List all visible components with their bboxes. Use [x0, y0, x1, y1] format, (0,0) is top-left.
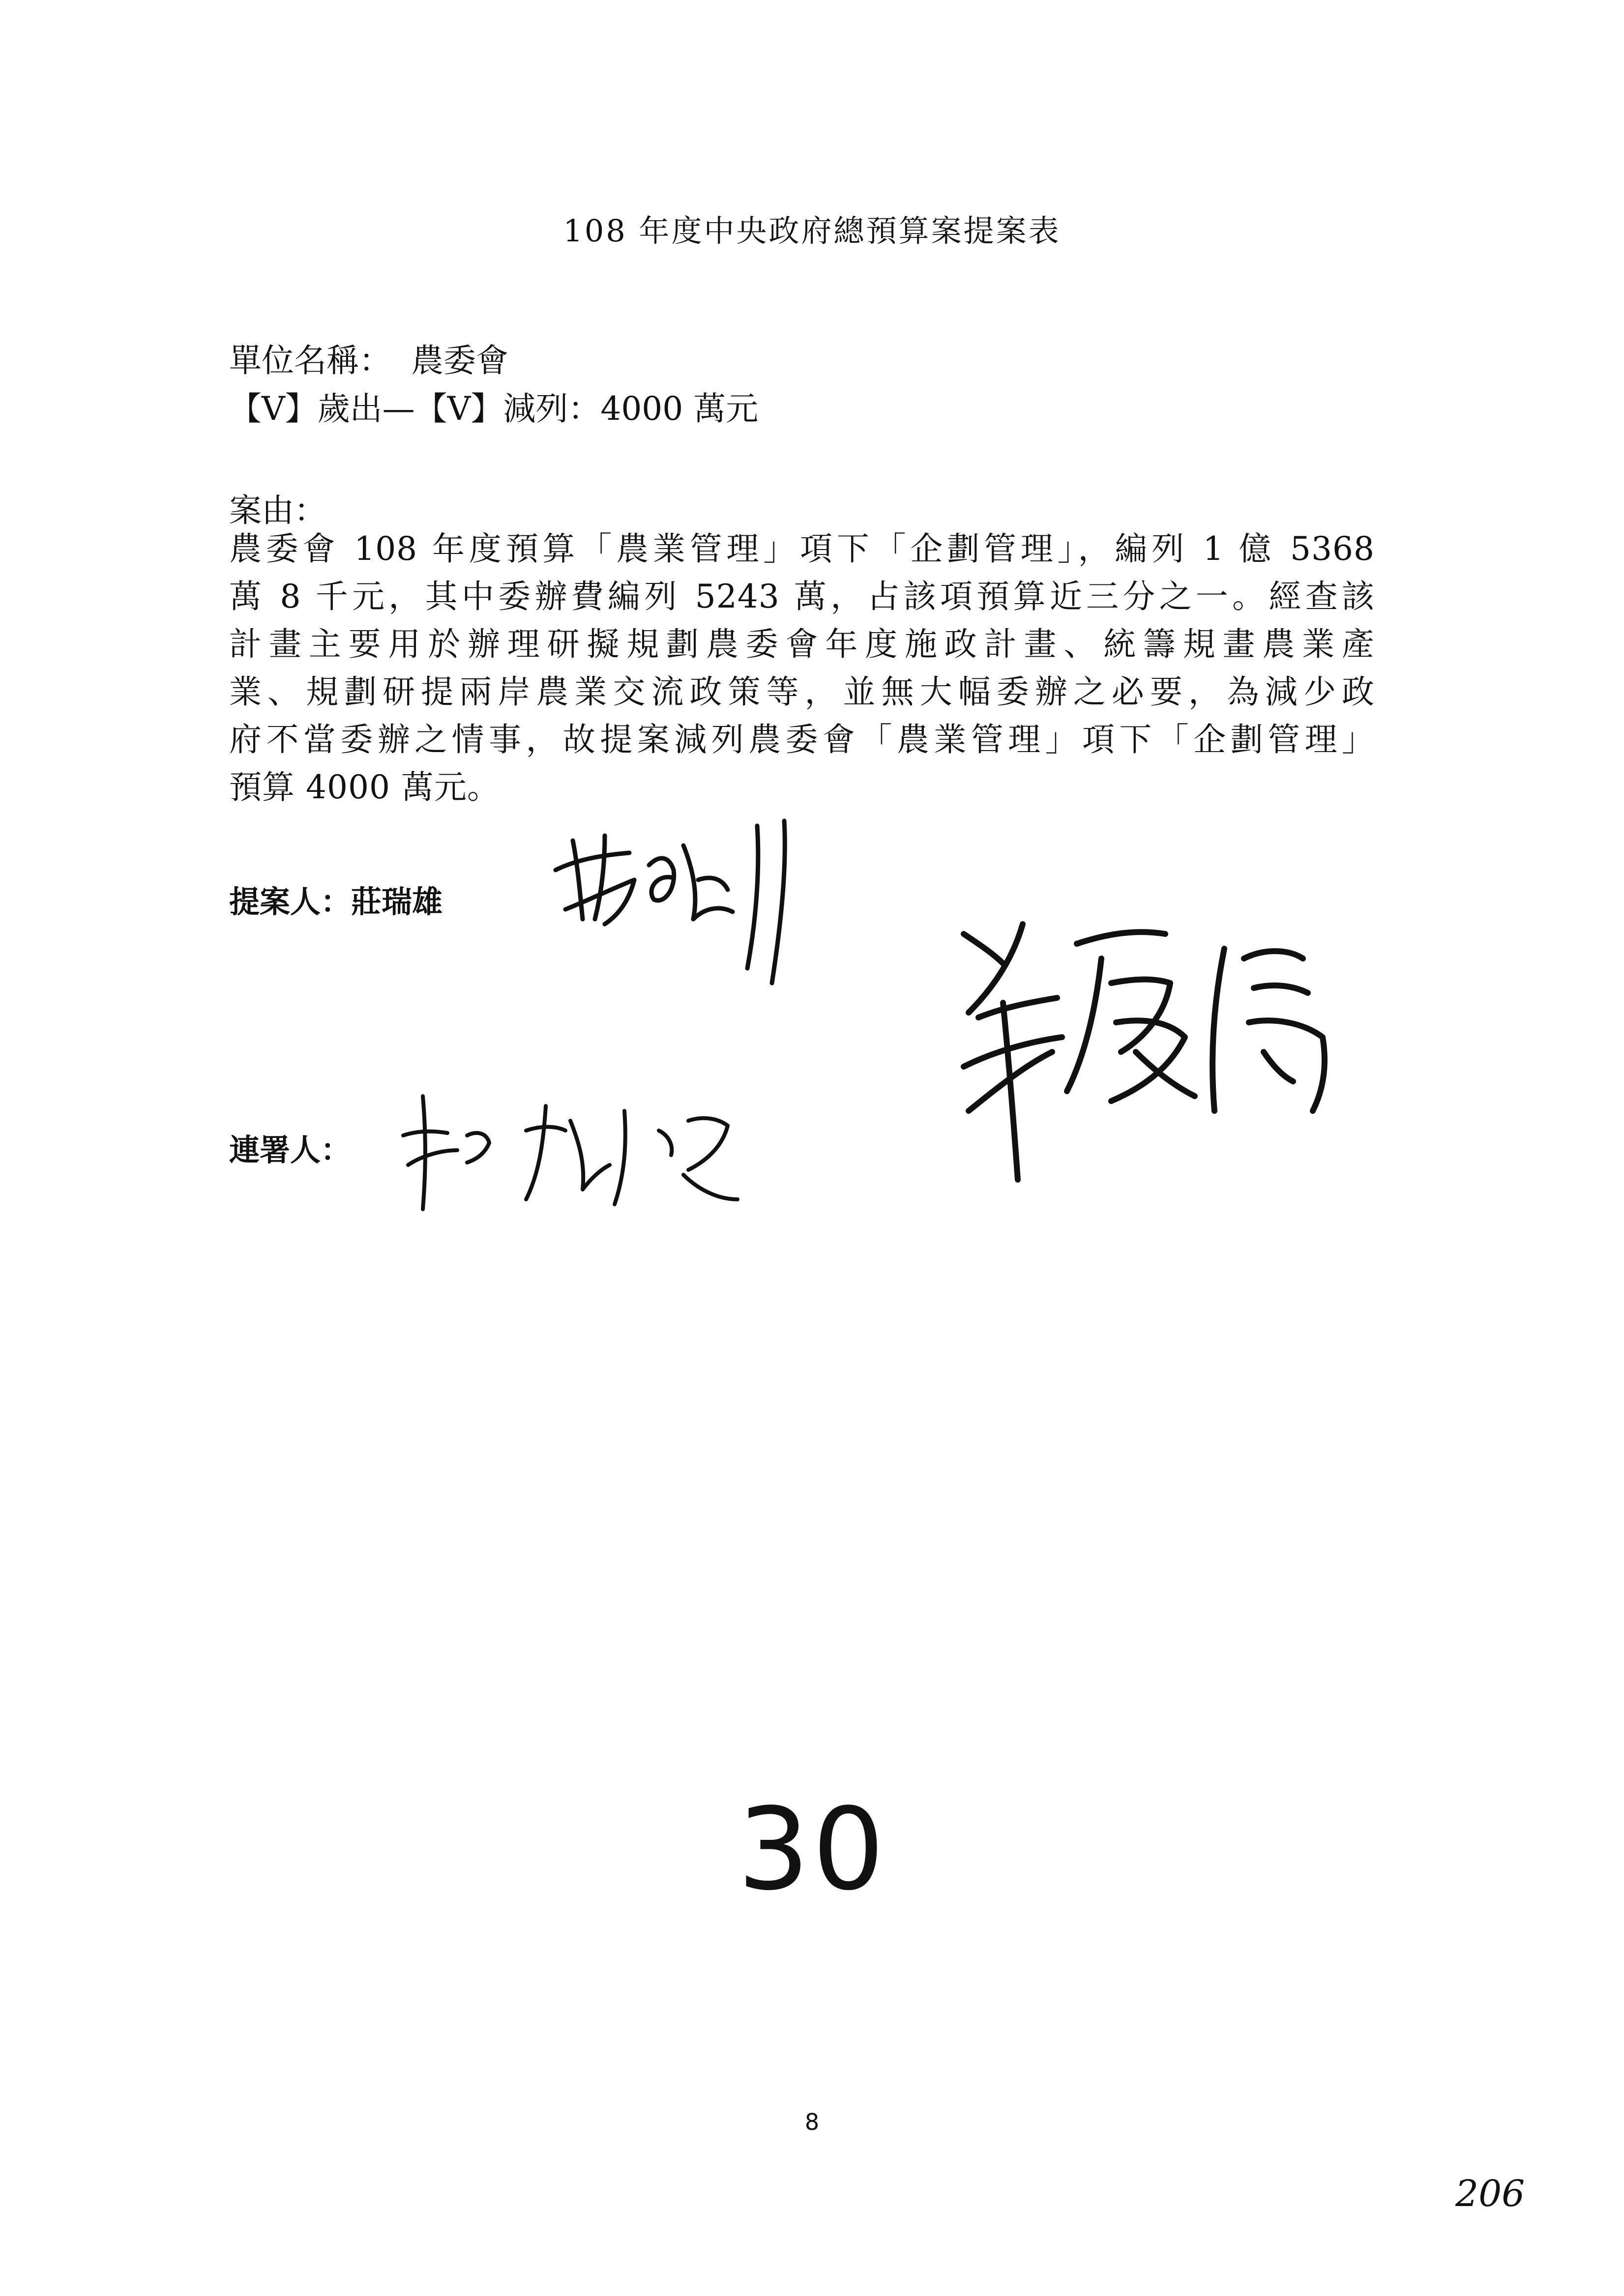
proposer-signature [536, 806, 831, 993]
handwritten-page-number: 206 [1455, 2173, 1525, 2215]
cosigner-signature [949, 904, 1367, 1190]
proposer-label: 提案人：莊瑞雄 [229, 884, 443, 920]
reason-line: 預算 4000 萬元。 [229, 768, 500, 806]
budget-line: 【V】歲出—【V】減列：4000 萬元 [229, 390, 759, 428]
unit-value: 農委會 [411, 342, 508, 379]
reason-body [229, 525, 1375, 811]
reason-line: 萬 8 千元，其中委辦費編列 5243 萬，占該項預算近三分之一。經查該 [229, 578, 1375, 615]
cosigner-small-signature [393, 1076, 747, 1224]
reason-line: 計畫主要用於辦理研擬規劃農委會年度施政計畫、統籌規畫農業產 [229, 625, 1375, 663]
reason-line: 農委會 108 年度預算「農業管理」項下「企劃管理」，編列 1 億 5368 [229, 530, 1375, 568]
reason-label: 案由： [229, 492, 326, 529]
reason-line: 府不當委辦之情事，故提案減列農委會「農業管理」項下「企劃管理」 [229, 721, 1375, 758]
unit-row [229, 334, 508, 381]
reason-line: 業、規劃研提兩岸農業交流政策等，並無大幅委辦之必要，為減少政 [229, 673, 1375, 711]
cosigner-label: 連署人： [229, 1132, 352, 1168]
unit-label: 單位名稱： [229, 342, 391, 379]
big-handwritten-number: 30 [738, 1784, 887, 1916]
document-title: 108 年度中央政府總預算案提案表 [563, 213, 1061, 249]
page-number: 8 [804, 2109, 820, 2135]
